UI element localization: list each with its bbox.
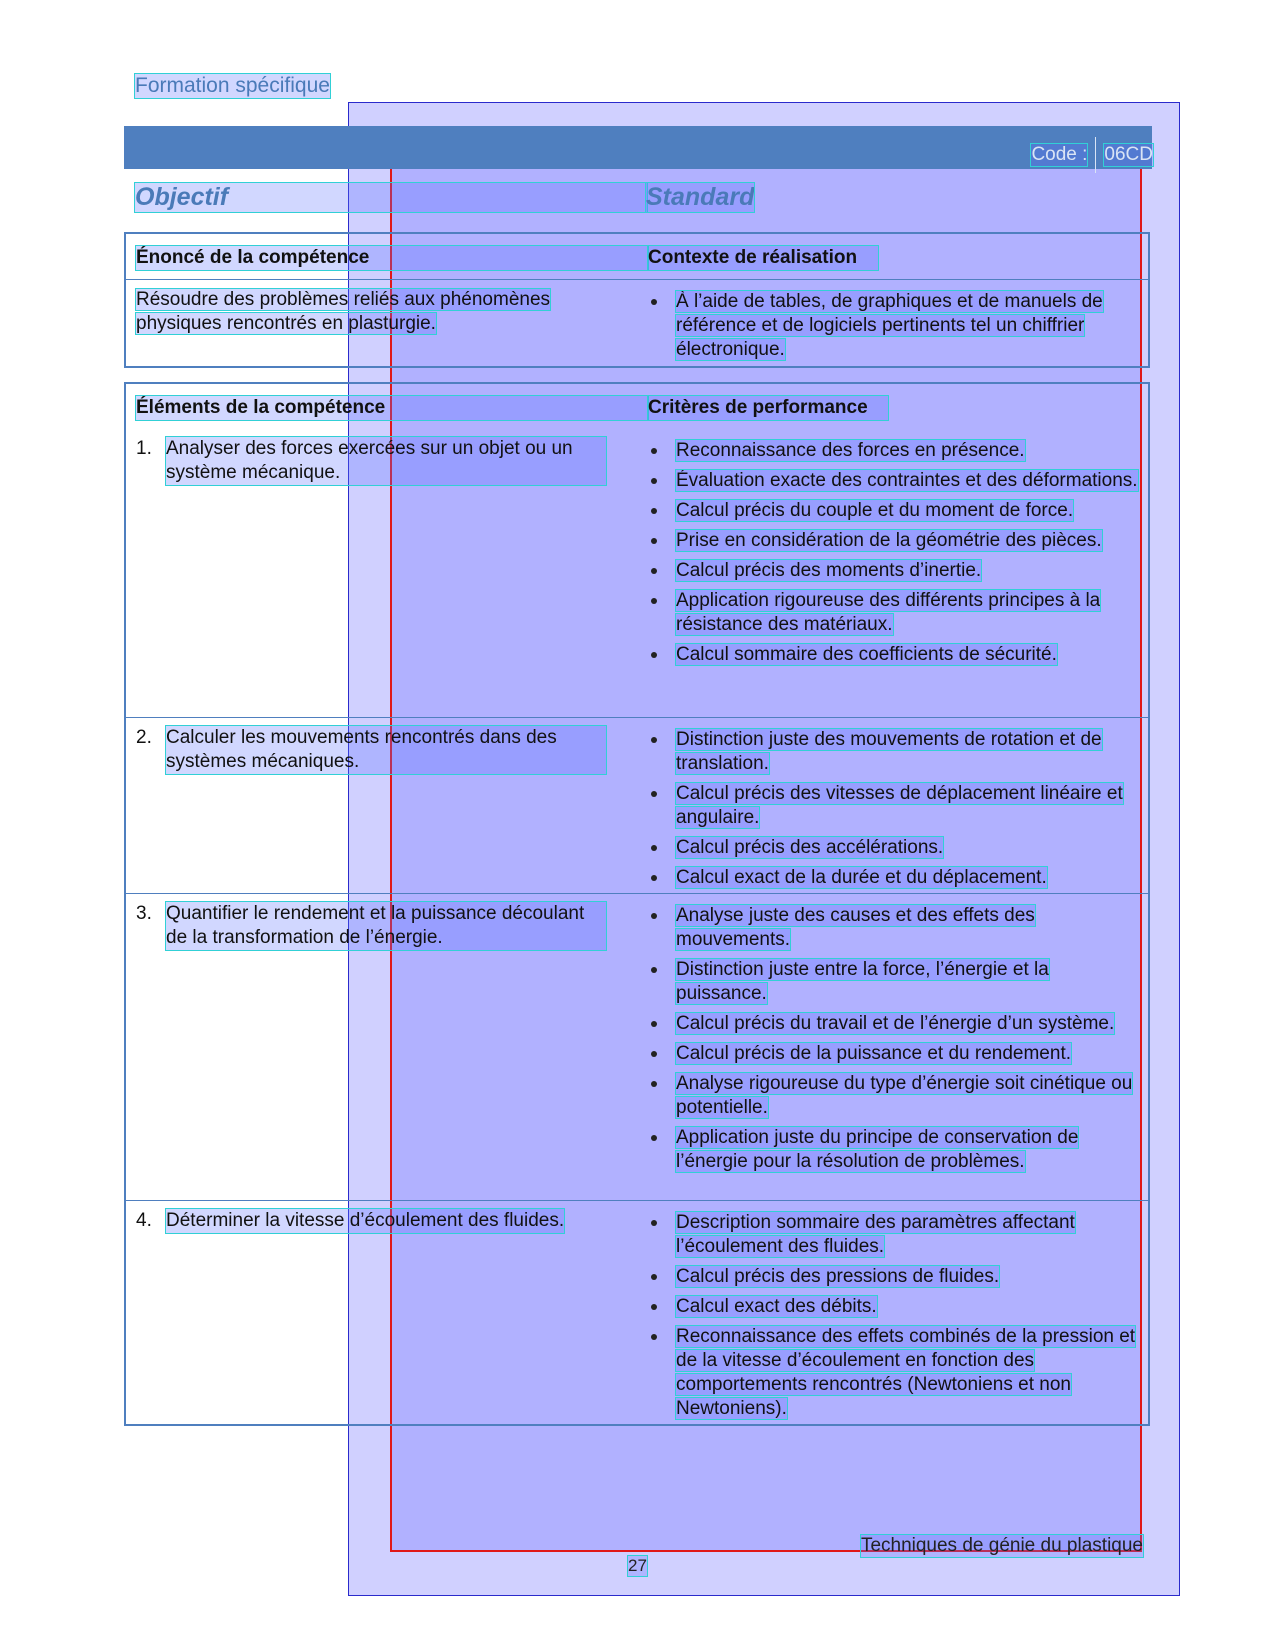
enonce-text: Résoudre des problèmes reliés aux phénomènes physiques rencontrés en plasturgie. [136, 289, 551, 334]
section-label: Formation spécifique [135, 74, 330, 97]
criteria-item: Reconnaissance des effets combinés de la pression et de la vitesse d’écoulement en fonction des comportements rencontrés (Newtoniens et non Newtoniens). [648, 1325, 1140, 1421]
criteria-list [648, 904, 1140, 1180]
criteria-item: Calcul précis des vitesses de déplacement linéaire et angulaire. [648, 782, 1140, 830]
element-number: 1. [136, 438, 152, 459]
criteria-list [648, 728, 1140, 896]
code-block [1031, 137, 1153, 173]
element-number: 2. [136, 727, 152, 748]
contexte-list [648, 290, 1140, 368]
criteres-header: Critères de performance [648, 396, 888, 420]
standard-title: Standard [646, 183, 755, 211]
element-row [126, 429, 1148, 717]
element-number: 4. [136, 1210, 152, 1231]
criteria-item: Calcul précis de la puissance et du rendement. [648, 1042, 1140, 1066]
criteria-item: Reconnaissance des forces en présence. [648, 439, 1140, 463]
code-value: 06CD [1104, 144, 1153, 165]
criteria-item: Application rigoureuse des différents principes à la résistance des matériaux. [648, 589, 1140, 637]
element-number: 3. [136, 903, 152, 924]
enonce-header: Énoncé de la compétence [136, 246, 648, 270]
competence-table [124, 232, 1150, 368]
competence-body-row [126, 279, 1148, 366]
contexte-header: Contexte de réalisation [648, 246, 878, 270]
criteria-item: Calcul sommaire des coefficients de sécurité. [648, 643, 1140, 667]
criteria-item: Calcul précis du couple et du moment de force. [648, 499, 1140, 523]
header-bar [124, 126, 1152, 169]
element-text [136, 437, 606, 485]
code-label: Code : [1031, 144, 1088, 165]
element-rows [126, 429, 1148, 1424]
element-label: Calculer les mouvements rencontrés dans des systèmes mécaniques. [166, 726, 606, 774]
criteria-item: Distinction juste des mouvements de rotation et de translation. [648, 728, 1140, 776]
elements-header: Éléments de la compétence [136, 396, 648, 420]
element-text [136, 902, 606, 950]
code-separator [1095, 137, 1096, 173]
page-number: 27 [628, 1556, 647, 1575]
criteria-item: Évaluation exacte des contraintes et des déformations. [648, 469, 1140, 493]
element-row [126, 1200, 1148, 1424]
criteria-list [648, 439, 1140, 673]
criteria-item: Calcul précis des moments d’inertie. [648, 559, 1140, 583]
element-row [126, 893, 1148, 1200]
criteria-item: Description sommaire des paramètres affectant l’écoulement des fluides. [648, 1211, 1140, 1259]
element-text [136, 1209, 606, 1233]
criteria-list [648, 1211, 1140, 1427]
criteria-item: Application juste du principe de conservation de l’énergie pour la résolution de problèmes. [648, 1126, 1140, 1174]
competence-header-row [126, 234, 1148, 279]
criteria-item: Calcul précis des accélérations. [648, 836, 1140, 860]
elements-header-row [126, 384, 1148, 429]
contexte-item: À l’aide de tables, de graphiques et de manuels de référence et de logiciels pertinents tel un chiffrier électronique. [648, 290, 1140, 362]
footer-title: Techniques de génie du plastique [860, 1535, 1143, 1556]
element-text [136, 726, 606, 774]
objectif-title: Objectif [135, 183, 647, 212]
criteria-item: Analyse rigoureuse du type d’énergie soit cinétique ou potentielle. [648, 1072, 1140, 1120]
criteria-item: Calcul précis du travail et de l’énergie d’un système. [648, 1012, 1140, 1036]
element-label: Quantifier le rendement et la puissance découlant de la transformation de l’énergie. [166, 902, 606, 950]
criteria-item: Calcul exact de la durée et du déplacement. [648, 866, 1140, 890]
criteria-item: Analyse juste des causes et des effets des mouvements. [648, 904, 1140, 952]
element-row [126, 717, 1148, 893]
criteria-item: Calcul précis des pressions de fluides. [648, 1265, 1140, 1289]
criteria-item: Prise en considération de la géométrie des pièces. [648, 529, 1140, 553]
criteria-item: Distinction juste entre la force, l’énergie et la puissance. [648, 958, 1140, 1006]
element-label: Déterminer la vitesse d’écoulement des fluides. [166, 1210, 565, 1231]
element-label: Analyser des forces exercées sur un objet ou un système mécanique. [166, 437, 606, 485]
elements-table [124, 382, 1150, 1426]
criteria-item: Calcul exact des débits. [648, 1295, 1140, 1319]
